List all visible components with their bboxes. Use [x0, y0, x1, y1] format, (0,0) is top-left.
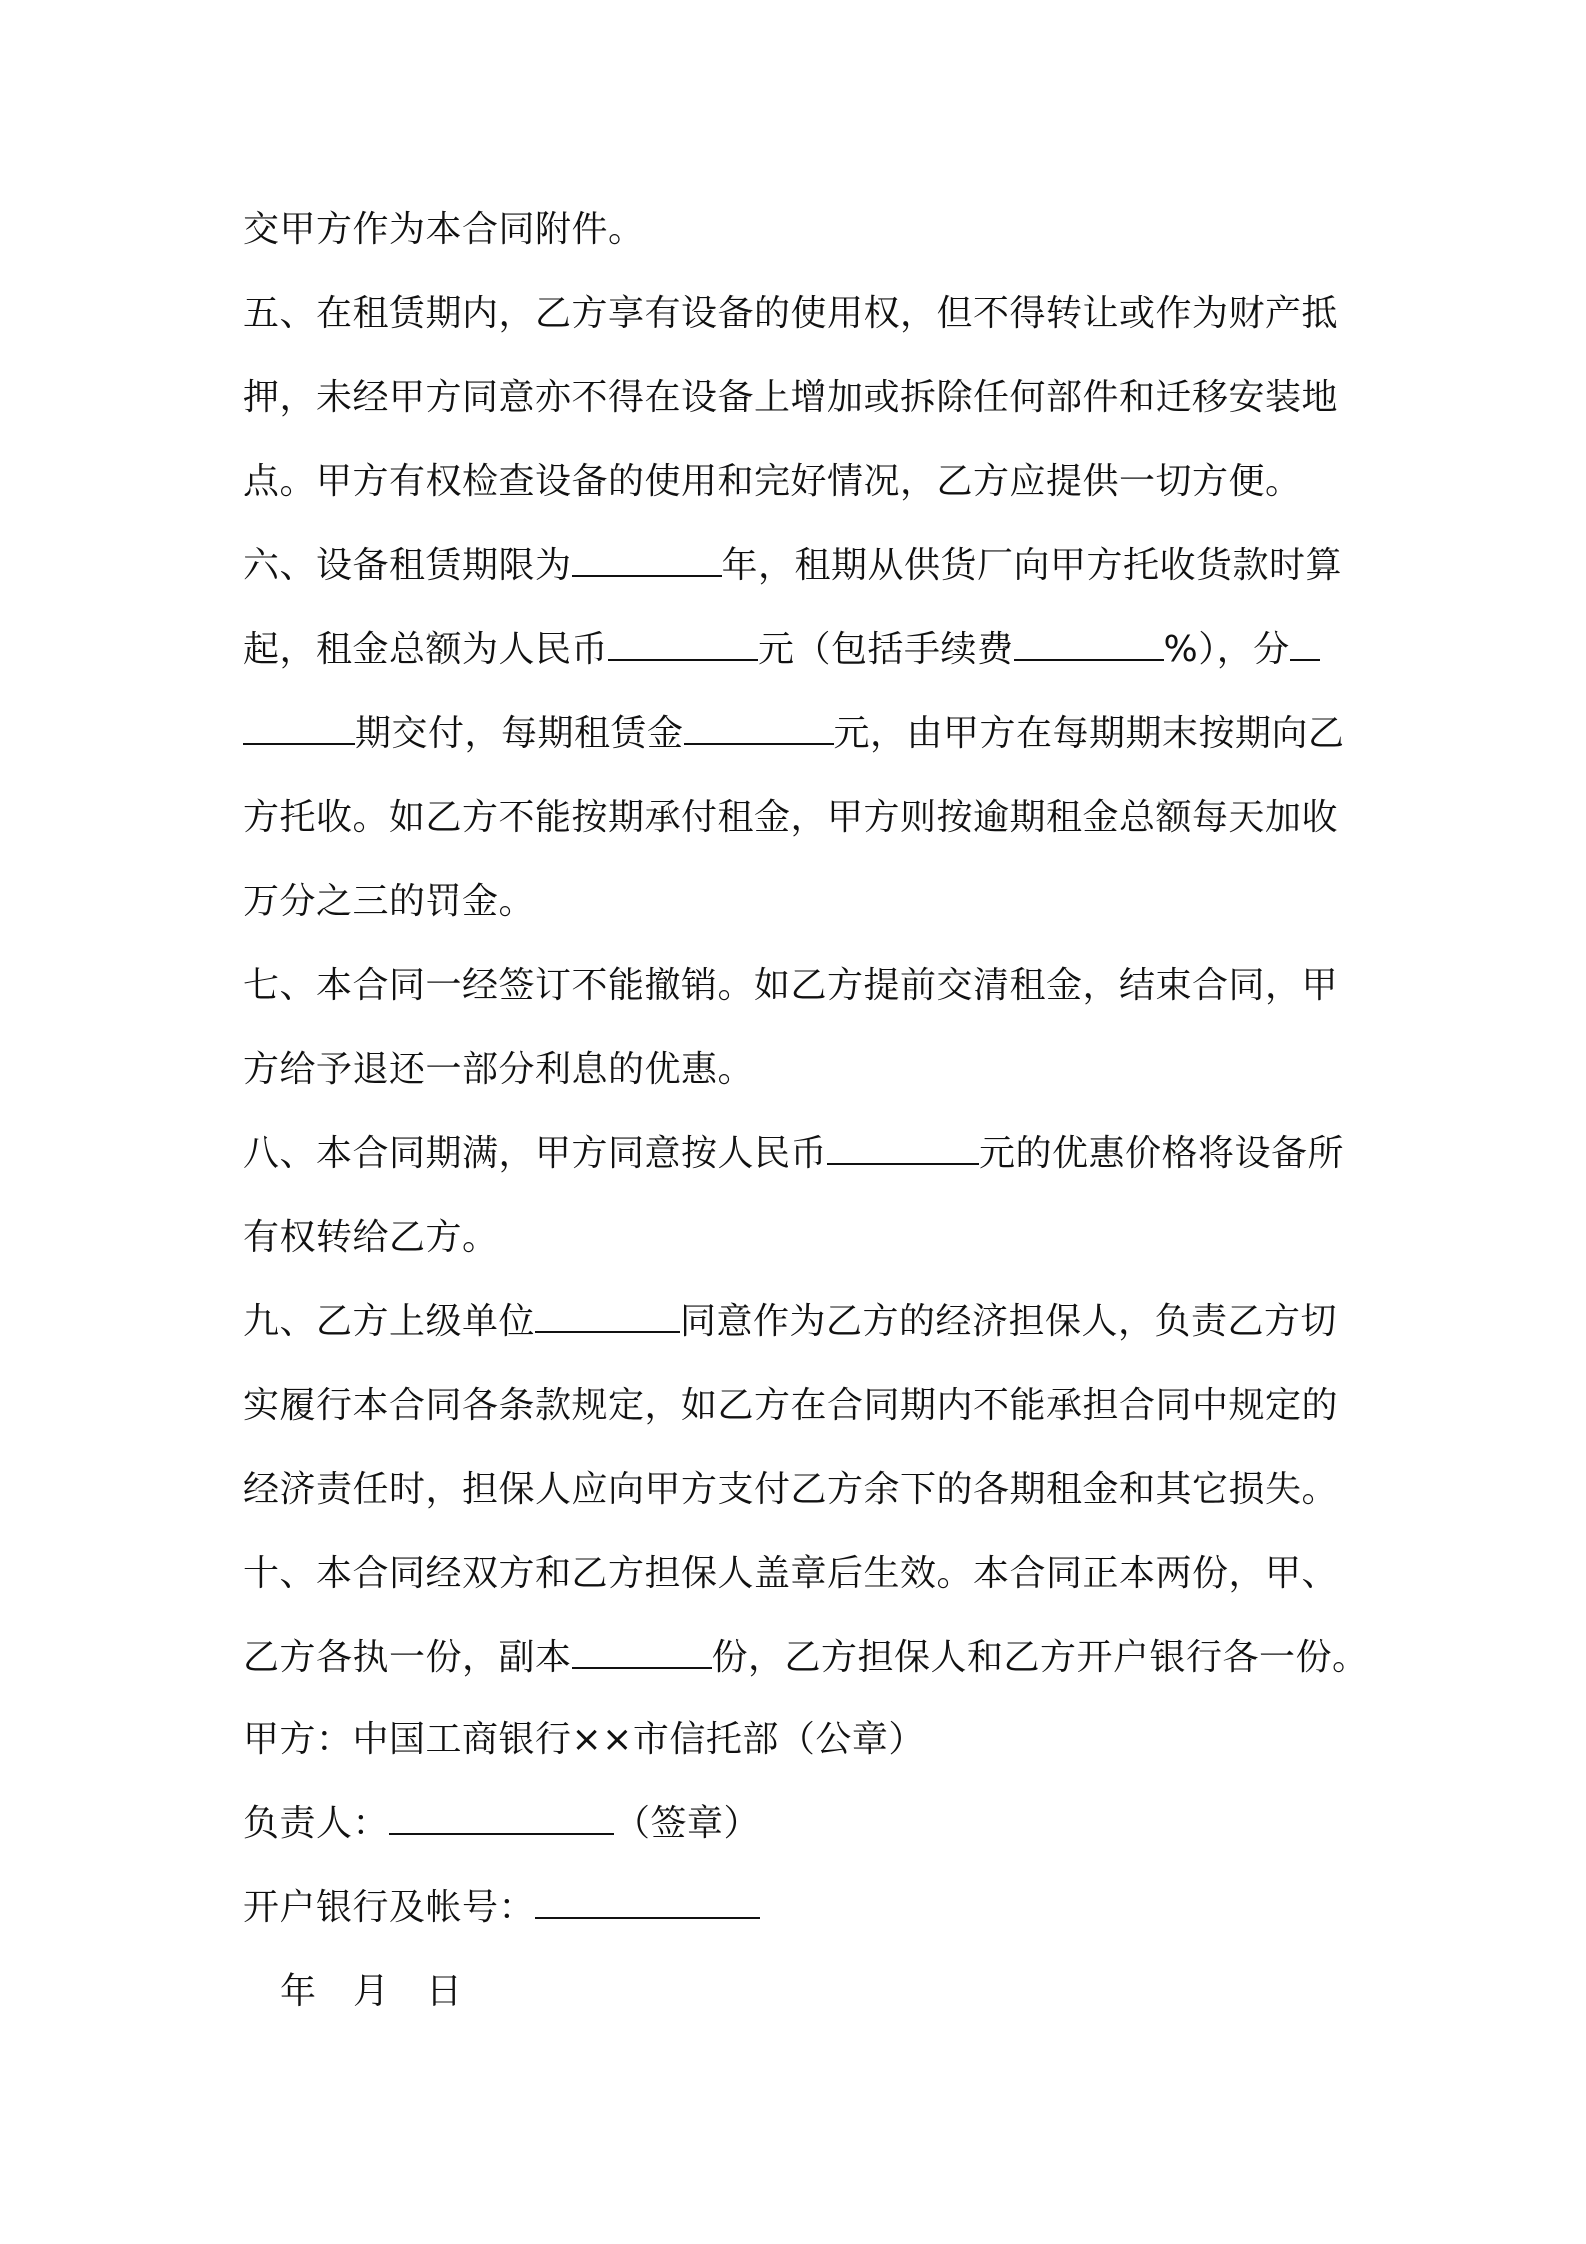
text: 点。甲方有权检查设备的使用和完好情况，乙方应提供一切方便。	[243, 461, 1302, 502]
clause-7-line-2	[243, 1048, 754, 1092]
text: 同意作为乙方的经济担保人，负责乙方切	[680, 1301, 1338, 1342]
text: 五、在租赁期内，乙方享有设备的使用权，但不得转让或作为财产抵	[243, 293, 1339, 334]
text: 年 月 日	[280, 1971, 463, 2012]
text: 八、本合同期满，甲方同意按人民币	[243, 1133, 828, 1174]
blank-field-copies[interactable]	[572, 1637, 712, 1669]
clause-9-line-2	[243, 1384, 1338, 1428]
clause-8-line-2	[243, 1216, 499, 1260]
clause-7-line-1	[243, 964, 1338, 1008]
text: 份，乙方担保人和乙方开户银行各一份。	[711, 1637, 1369, 1678]
text: 年，租期从供货厂向甲方托收货款时算	[721, 545, 1343, 586]
blank-field-lease-years[interactable]	[572, 545, 722, 577]
text: 开户银行及帐号：	[243, 1887, 536, 1928]
text: 方托收。如乙方不能按期承付租金，甲方则按逾期租金总额每天加收	[243, 797, 1339, 838]
text: 方给予退还一部分利息的优惠。	[243, 1049, 755, 1090]
clause-6-line-1	[243, 544, 1342, 588]
clause-8-line-1	[243, 1132, 1344, 1176]
text: 乙方各执一份，副本	[243, 1637, 572, 1678]
text: 甲方：中国工商银行××市信托部（公章）	[243, 1719, 925, 1760]
clause-10-line-1	[243, 1552, 1338, 1596]
text: 元（包括手续费	[758, 629, 1014, 670]
blank-field-installments[interactable]	[243, 713, 355, 745]
text: 经济责任时，担保人应向甲方支付乙方余下的各期租金和其它损失。	[243, 1469, 1339, 1510]
clause-5-line-1	[243, 292, 1338, 336]
clause-9-line-3	[243, 1468, 1338, 1512]
text: 实履行本合同各条款规定，如乙方在合同期内不能承担合同中规定的	[243, 1385, 1339, 1426]
blank-field-transfer-price[interactable]	[827, 1133, 979, 1165]
text: （签章）	[614, 1803, 761, 1844]
text: %），分	[1163, 629, 1290, 670]
text: 负责人：	[243, 1803, 390, 1844]
clause-5-line-2	[243, 376, 1338, 420]
text: 元的优惠价格将设备所	[979, 1133, 1345, 1174]
responsible-person-line	[243, 1802, 760, 1846]
text: 交甲方作为本合同附件。	[243, 209, 645, 250]
clause-9-line-1	[243, 1300, 1337, 1344]
text: 期交付，每期租赁金	[355, 713, 684, 754]
party-a-line	[243, 1718, 925, 1762]
text: 十、本合同经双方和乙方担保人盖章后生效。本合同正本两份，甲、	[243, 1553, 1339, 1594]
text: 起，租金总额为人民币	[243, 629, 609, 670]
clause-10-line-2	[243, 1636, 1369, 1680]
blank-field-bank-account[interactable]	[535, 1887, 760, 1919]
clause-5-line-3	[243, 460, 1302, 504]
text: 七、本合同一经签订不能撤销。如乙方提前交清租金，结束合同，甲	[243, 965, 1339, 1006]
date-line	[280, 1970, 463, 2014]
blank-field-guarantor-unit[interactable]	[535, 1301, 680, 1333]
text: 元，由甲方在每期期末按期向乙	[833, 713, 1345, 754]
text: 万分之三的罚金。	[243, 881, 536, 922]
paragraph-line	[243, 208, 645, 252]
text: 有权转给乙方。	[243, 1217, 499, 1258]
text: 押，未经甲方同意亦不得在设备上增加或拆除任何部件和迁移安装地	[243, 377, 1339, 418]
text: 九、乙方上级单位	[243, 1301, 536, 1342]
clause-6-line-4	[243, 796, 1338, 840]
blank-field-total-rent[interactable]	[608, 629, 758, 661]
blank-field-installment-amount[interactable]	[684, 713, 834, 745]
blank-field-installments-start[interactable]	[1290, 629, 1320, 661]
text: 六、设备租赁期限为	[243, 545, 572, 586]
bank-account-line	[243, 1886, 760, 1930]
clause-6-line-2	[243, 628, 1320, 672]
blank-field-responsible-person[interactable]	[389, 1803, 614, 1835]
clause-6-line-3	[243, 712, 1345, 756]
blank-field-fee-percent[interactable]	[1014, 629, 1164, 661]
clause-6-line-5	[243, 880, 535, 924]
